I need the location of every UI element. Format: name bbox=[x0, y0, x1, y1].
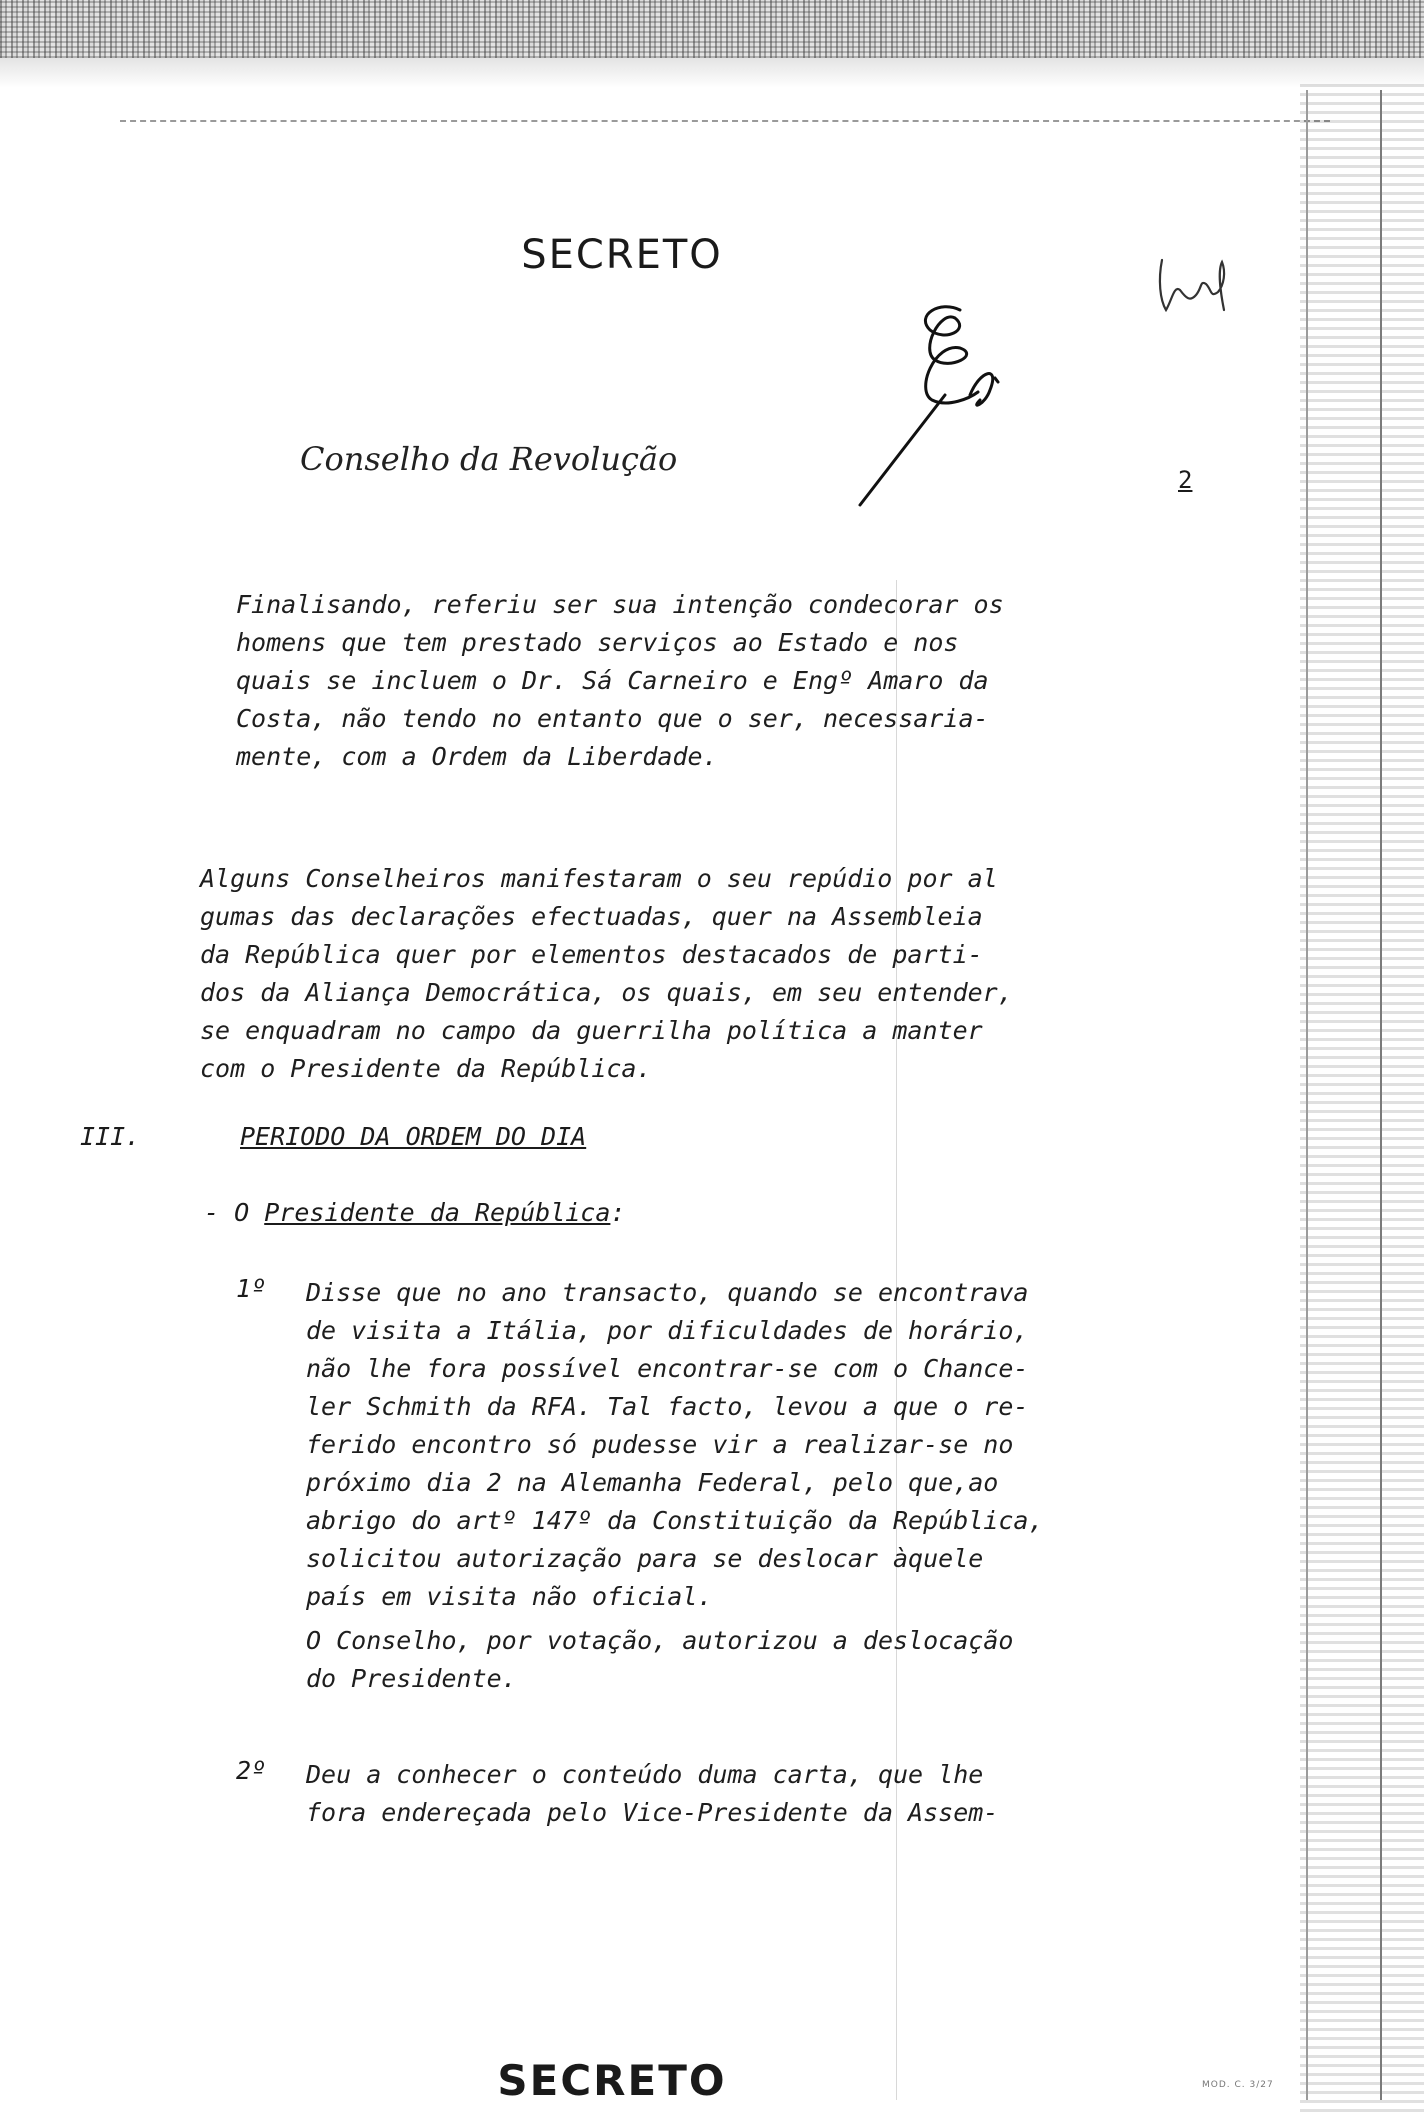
dashed-rule bbox=[120, 120, 1330, 122]
handwritten-signature bbox=[820, 300, 1010, 510]
form-code: MOD. C. 3/27 bbox=[1202, 2080, 1274, 2090]
item-number: 1º bbox=[236, 1274, 267, 1303]
subheading-prefix: - O bbox=[204, 1198, 265, 1227]
paragraph-closing-remarks: Finalisando, referiu ser sua intenção condecorar os homens que tem prestado serviços ao Estado e nos quais se incluem o Dr. Sá Carneiro e Engº Amaro da Costa, não tendo no entanto que o ser, necessaria- mente, com a Ordem da Liberdade. bbox=[236, 590, 1004, 771]
item-text: Disse que no ano transacto, quando se encontrava de visita a Itália, por dificuldades de horário, não lhe fora possível encontrar-se com o Chance- ler Schmith da RFA. Tal facto, levou a que o re- ferido encontro só pudesse vir a realizar-se no próximo dia 2 na Alemanha Federal, pelo que,ao abrigo do artº 147º da Constituição da República, solicitou autorização para se deslocar àquele país em visita não oficial. bbox=[306, 1278, 1044, 1611]
subheading bbox=[204, 1198, 625, 1227]
classification-top: SECRETO bbox=[521, 232, 723, 278]
page-number: 2 bbox=[1178, 466, 1193, 494]
handwritten-mark bbox=[1150, 240, 1250, 330]
classification-bottom: SECRETO bbox=[497, 2056, 727, 2105]
edge-line bbox=[1306, 90, 1308, 2100]
section-title: PERIODO DA ORDEM DO DIA bbox=[240, 1122, 587, 1151]
letterhead: Conselho da Revolução bbox=[300, 440, 678, 478]
subheading-text: Presidente da República bbox=[264, 1198, 611, 1227]
subheading-suffix: : bbox=[610, 1198, 626, 1227]
section-number: III. bbox=[80, 1122, 141, 1151]
scan-artifact-fade bbox=[0, 58, 1424, 88]
scan-artifact-top bbox=[0, 0, 1424, 58]
item-number: 2º bbox=[236, 1756, 267, 1785]
paragraph-councillors-repudiation: Alguns Conselheiros manifestaram o seu repúdio por al gumas das declarações efectuadas, quer na Assembleia da República quer por elementos destacados de parti- dos da Aliança Democrática, os quais, em seu entender, se enquadram no campo da guerrilha política a manter com o Presidente da República. bbox=[200, 864, 1013, 1083]
edge-line bbox=[1380, 90, 1382, 2100]
scan-artifact-right-edge bbox=[1300, 80, 1424, 2112]
item-text: Deu a conhecer o conteúdo duma carta, que lhe fora endereçada pelo Vice-Presidente da Assem- bbox=[306, 1760, 999, 1827]
council-decision: O Conselho, por votação, autorizou a deslocação do Presidente. bbox=[306, 1626, 1014, 1693]
